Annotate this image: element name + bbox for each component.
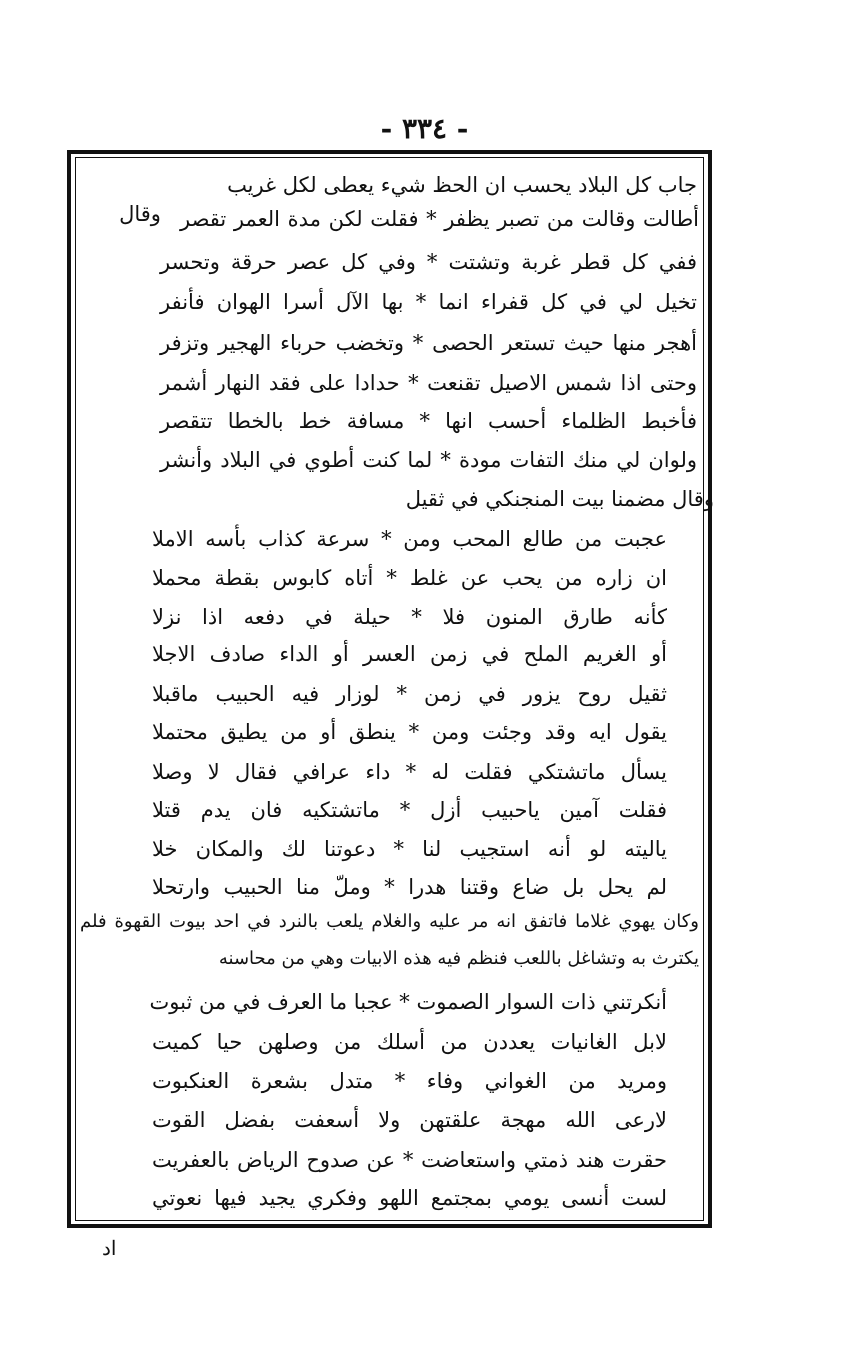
- text-line: ياليته لو أنه استجيب لنا * دعوتنا لك والمكان خلا: [152, 837, 667, 861]
- text-line: جاب كل البلاد يحسب ان الحظ شيء يعطى لكل غريب: [227, 173, 697, 197]
- page-number: - ٣٣٤ -: [380, 112, 469, 145]
- text-line: كأنه طارق المنون فلا * حيلة في دفعه اذا نزلا: [152, 605, 667, 629]
- text-line: فقلت آمين ياحبيب أزل * ماتشتكيه فان يدم قتلا: [152, 798, 667, 822]
- text-line: ففي كل قطر غربة وتشتت * وفي كل عصر حرقة وتحسر: [160, 250, 697, 274]
- text-line: أو الغريم الملح في زمن العسر أو الداء صادف الاجلا: [152, 642, 668, 666]
- text-line: لست أنسى يومي بمجتمع اللهو وفكري يجيد فيها نعوتي: [152, 1186, 667, 1210]
- text-line: ولوان لي منك التفات مودة * لما كنت أطوي في البلاد وأنشر: [160, 448, 697, 472]
- section-heading: وقال مضمنا بيت المنجنكي في ثقيل: [405, 487, 714, 511]
- text-line: وحتى اذا شمس الاصيل تقنعت * حدادا على فقد النهار أشمر: [160, 371, 697, 395]
- text-line: حقرت هند ذمتي واستعاضت * عن صدوح الرياض بالعفريت: [152, 1148, 667, 1172]
- text-line: ومريد من الغواني وفاء * متدل بشعرة العنكبوت: [152, 1069, 667, 1093]
- text-line: فأخبط الظلماء أحسب انها * مسافة خط بالخطا تتقصر: [160, 409, 697, 433]
- text-line: لم يحل بل ضاع وقتنا هدرا * وملّ منا الحبيب وارتحلا: [152, 875, 667, 899]
- margin-note: وقال: [119, 202, 161, 226]
- text-line: أهجر منها حيث تستعر الحصى * وتخضب حرباء الهجير وتزفر: [160, 331, 697, 355]
- text-line: يسأل ماتشتكي فقلت له * داء عرافي فقال لا وصلا: [152, 760, 667, 784]
- text-line: أطالت وقالت من تصبر يظفر * فقلت لكن مدة العمر تقصر: [180, 207, 699, 231]
- text-line: ان زاره من يحب عن غلط * أتاه كابوس بقطة محملا: [152, 566, 667, 590]
- text-line: تخيل لي في كل قفراء انما * بها الآل أسرا الهوان فأنفر: [160, 290, 697, 314]
- text-line: أنكرتني ذات السوار الصموت * عجبا ما العرف في من ثبوت: [149, 990, 667, 1014]
- text-line: لابل الغانيات يعددن من أسلك من وصلهن حيا كميت: [152, 1030, 667, 1054]
- signature-mark: اد: [102, 1236, 117, 1260]
- text-line: عجبت من طالع المحب ومن * سرعة كذاب بأسه الاملا: [152, 527, 667, 551]
- text-line: ثقيل روح يزور في زمن * لوزار فيه الحبيب ماقبلا: [152, 682, 667, 706]
- text-line: يقول ايه وقد وجئت ومن * ينطق أو من يطيق محتملا: [152, 720, 667, 744]
- text-line: يكترث به وتشاغل باللعب فنظم فيه هذه الابيات وهي من محاسنه: [218, 948, 699, 969]
- text-line: وكان يهوي غلاما فاتفق انه مر عليه والغلام يلعب بالنرد في احد بيوت القهوة فلم: [80, 911, 699, 932]
- text-line: لارعى الله مهجة علقتهن ولا أسعفت بفضل القوت: [152, 1108, 667, 1132]
